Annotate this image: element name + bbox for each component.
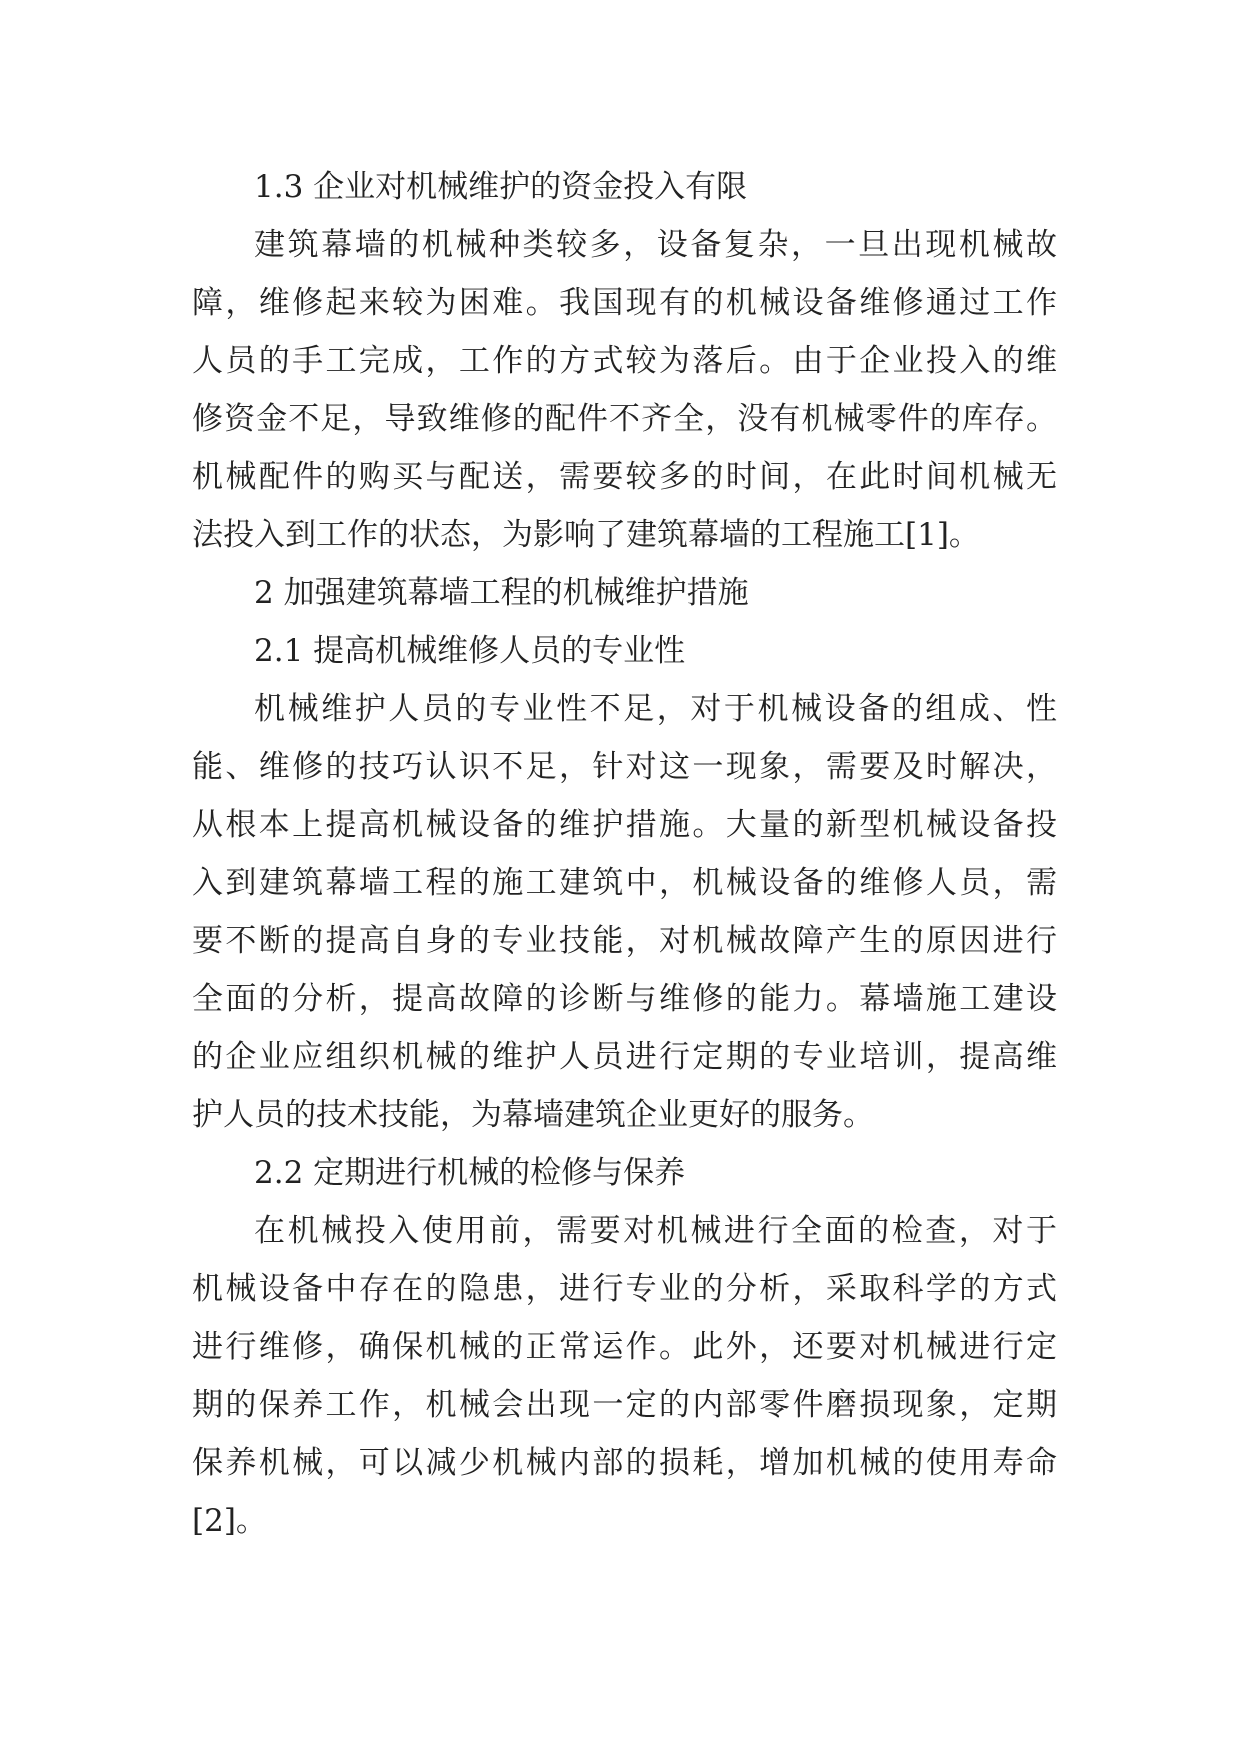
paragraph-line: 从根本上提高机械设备的维护措施。大量的新型机械设备投: [192, 807, 1057, 843]
heading-2-2: 2.2 定期进行机械的检修与保养: [254, 1155, 686, 1191]
paragraph-line: 人员的手工完成，工作的方式较为落后。由于企业投入的维: [192, 343, 1057, 379]
paragraph-line: 修资金不足，导致维修的配件不齐全，没有机械零件的库存。: [192, 401, 1057, 437]
paragraph-line: 保养机械，可以减少机械内部的损耗，增加机械的使用寿命: [192, 1445, 1057, 1481]
paragraph-line: 机械维护人员的专业性不足，对于机械设备的组成、性: [254, 691, 1057, 727]
paragraph-line: 机械配件的购买与配送，需要较多的时间，在此时间机械无: [192, 459, 1057, 495]
paragraph-line: 的企业应组织机械的维护人员进行定期的专业培训，提高维: [192, 1039, 1057, 1075]
heading-1-3: 1.3 企业对机械维护的资金投入有限: [254, 169, 748, 205]
paragraph-line: [2]。: [192, 1503, 267, 1539]
heading-2: 2 加强建筑幕墙工程的机械维护措施: [254, 575, 749, 611]
paragraph-line: 护人员的技术技能，为幕墙建筑企业更好的服务。: [192, 1097, 874, 1133]
heading-2-1: 2.1 提高机械维修人员的专业性: [254, 633, 686, 669]
paragraph-line: 法投入到工作的状态，为影响了建筑幕墙的工程施工[1]。: [192, 517, 980, 553]
paragraph-line: 要不断的提高自身的专业技能，对机械故障产生的原因进行: [192, 923, 1057, 959]
paragraph-line: 建筑幕墙的机械种类较多，设备复杂，一旦出现机械故: [254, 227, 1057, 263]
paragraph-line: 进行维修，确保机械的正常运作。此外，还要对机械进行定: [192, 1329, 1057, 1365]
paragraph-line: 机械设备中存在的隐患，进行专业的分析，采取科学的方式: [192, 1271, 1057, 1307]
document-page: [192, 158, 1057, 1550]
paragraph-line: 障，维修起来较为困难。我国现有的机械设备维修通过工作: [192, 285, 1057, 321]
paragraph-line: 入到建筑幕墙工程的施工建筑中，机械设备的维修人员，需: [192, 865, 1057, 901]
paragraph-line: 全面的分析，提高故障的诊断与维修的能力。幕墙施工建设: [192, 981, 1057, 1017]
paragraph-line: 期的保养工作，机械会出现一定的内部零件磨损现象，定期: [192, 1387, 1057, 1423]
paragraph-line: 在机械投入使用前，需要对机械进行全面的检查，对于: [254, 1213, 1057, 1249]
paragraph-line: 能、维修的技巧认识不足，针对这一现象，需要及时解决，: [192, 749, 1057, 785]
